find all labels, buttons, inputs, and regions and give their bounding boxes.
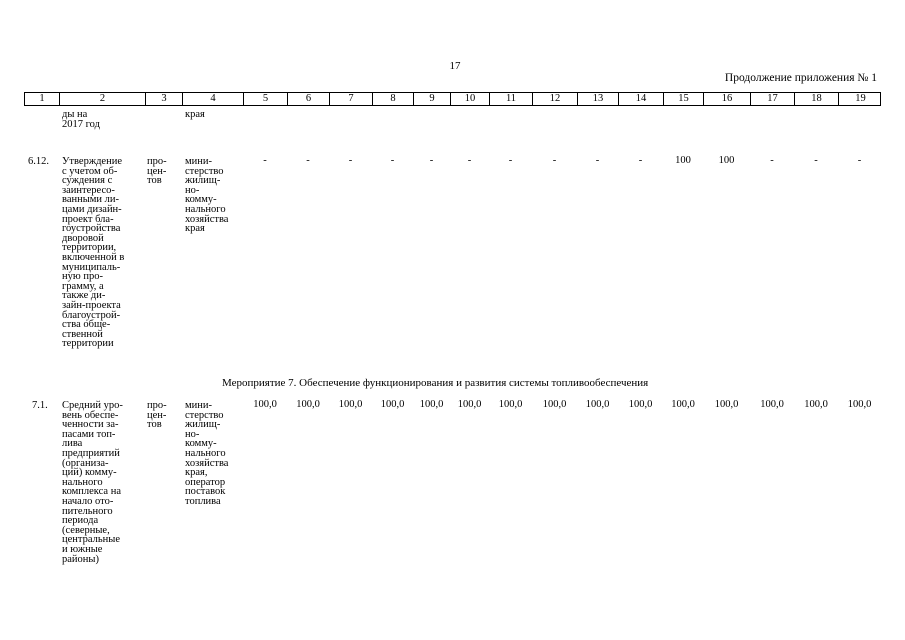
row-6-12-value-col-6: -: [306, 155, 310, 166]
row-7-1-value-col-10: 100,0: [457, 399, 482, 410]
row-6-12-value-col-18: -: [814, 155, 818, 166]
row-6-12-value-col-9: -: [429, 155, 434, 166]
row-7-1-value-col-12: 100,0: [542, 399, 567, 410]
row-number-6-12: 6.12.: [28, 156, 49, 167]
row-7-1-value-col-5: 100,0: [253, 399, 277, 410]
row-6-12-value-col-7: -: [348, 155, 353, 166]
row-number-7-1: 7.1.: [32, 400, 48, 411]
header-col-5: 5: [244, 93, 288, 105]
header-col-19: 19: [855, 93, 866, 104]
row-6-12-value-col-8: -: [390, 155, 395, 166]
row-7-1-responsible: мини- стерство жилищ- но- комму- нального хозяйства края, оператор поставок топлива: [185, 400, 229, 507]
row-6-12-value-col-12: -: [552, 155, 557, 166]
row-7-1-value-col-7: 100,0: [338, 399, 363, 410]
header-col-18: 18: [795, 93, 839, 105]
row-6-12-value-col-14: -: [638, 155, 643, 166]
header-col-12: 12: [533, 93, 578, 105]
carryover-responsible: края: [185, 109, 205, 120]
row-7-1-name: Средний уро- вень обеспе- ченности за- пасами топ- лива предприятий (организа- ций) комму- нального комплекса на начало ото- пительного периода (северные, центральные и южные районы): [62, 400, 123, 565]
row-6-12-name: Утверждение с учетом об- суждения с заинтересо- ванными ли- цами дизайн- проект бла- гоустройства дворовой территории, включенной в муниципаль- ную про- грамму, а также ди- зайн-проекта благоустрой- ства обще- ственной территории: [62, 156, 125, 350]
row-6-12-value-col-15: 100: [675, 155, 691, 166]
row-7-1-value-col-16: 100,0: [714, 399, 739, 410]
row-7-1-value-col-11: 100,0: [498, 399, 523, 410]
row-6-12-value-col-16: 100: [718, 155, 735, 166]
row-6-12-value-col-19: -: [857, 155, 862, 166]
row-6-12-value-col-17: -: [770, 155, 774, 166]
carryover-name: ды на 2017 год: [62, 109, 100, 130]
header-col-10: 10: [451, 93, 490, 105]
page-number: 17: [449, 60, 461, 72]
row-7-1-value-col-15: 100,0: [671, 399, 695, 410]
header-col-1: 1: [25, 93, 60, 105]
row-7-1-value-col-8: 100,0: [380, 399, 405, 410]
row-7-1-value-col-14: 100,0: [628, 399, 653, 410]
header-col-4: 4: [183, 93, 244, 105]
header-col-8: 8: [373, 93, 414, 105]
header-col-15: 15: [664, 93, 704, 105]
header-col-13: 13: [578, 93, 619, 105]
row-6-12-value-col-5: -: [263, 155, 267, 166]
row-7-1-value-col-19: 100,0: [847, 399, 872, 410]
header-col-14: 14: [619, 93, 664, 105]
header-col-2: 2: [60, 93, 146, 105]
continuation-label: Продолжение приложения № 1: [724, 72, 877, 84]
column-number-header: [24, 92, 881, 106]
row-6-12-value-col-11: -: [508, 155, 513, 166]
header-col-16: 16: [704, 93, 751, 105]
row-7-1-value-col-13: 100,0: [585, 399, 610, 410]
header-col-9: 9: [414, 93, 451, 105]
header-col-3: 3: [146, 93, 183, 105]
row-7-1-value-col-17: 100,0: [760, 399, 784, 410]
header-col-11: 11: [490, 93, 533, 105]
row-6-12-responsible: мини- стерство жилищ- но- комму- нального хозяйства края: [185, 156, 229, 235]
row-6-12-unit: про- цен- тов: [147, 156, 167, 187]
header-col-7: 7: [330, 93, 373, 105]
row-7-1-value-col-6: 100,0: [296, 399, 320, 410]
row-6-12-value-col-13: -: [595, 155, 600, 166]
header-col-6: 6: [288, 93, 330, 105]
row-7-1-unit: про- цен- тов: [147, 400, 167, 431]
row-6-12-value-col-10: -: [467, 155, 472, 166]
row-7-1-value-col-9: 100,0: [419, 399, 444, 410]
row-7-1-value-col-18: 100,0: [804, 399, 828, 410]
section-heading: Мероприятие 7. Обеспечение функционирования и развития системы топливообеспечения: [222, 377, 649, 389]
header-col-17: 17: [751, 93, 795, 105]
